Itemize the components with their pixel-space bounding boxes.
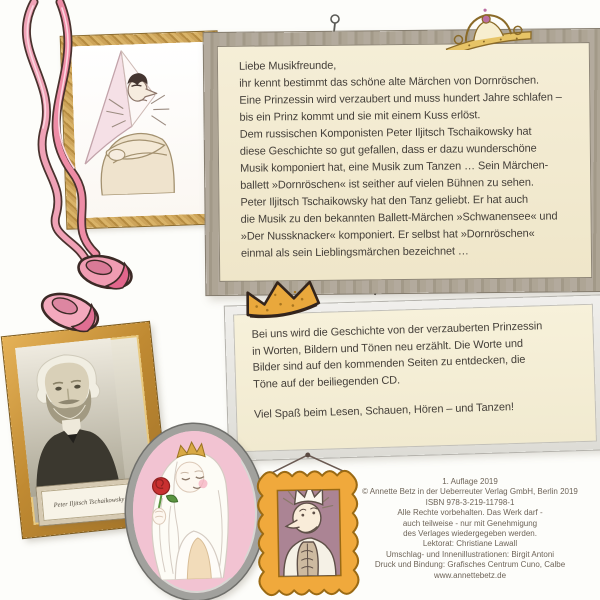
- prince-illustration: [254, 449, 365, 600]
- prince-portrait-frame: [254, 449, 365, 600]
- intro-closing-line: Viel Spaß beim Lesen, Schauen, Hören – und Tanzen!: [253, 401, 515, 421]
- imprint-line: www.annettebetz.de: [433, 570, 507, 580]
- imprint-line: des Verlages wiedergegeben werden.: [403, 529, 537, 539]
- letter-line: einmal als sein Lieblingsmärchen bezeichnet …: [240, 245, 469, 260]
- imprint-line: ISBN 978-3-219-11798-1: [425, 497, 515, 507]
- imprint-line: Lektorat: Christiane Lawall: [422, 539, 518, 549]
- intro-line: Töne auf der beiliegenden CD.: [252, 373, 401, 391]
- letter-text: [217, 42, 592, 263]
- letter-panel: [204, 29, 600, 295]
- letter-line: ihr kennt bestimmt das schöne alte Märchen von Dornröschen.: [239, 74, 540, 90]
- crown-icon: [236, 276, 328, 322]
- imprint-line: © Annette Betz in der Ueberreuter Verlag GmbH, Berlin 2019: [362, 487, 578, 497]
- letter-line: Eine Prinzessin wird verzaubert und muss hundert Jahre schlafen –: [239, 91, 562, 107]
- letter-line: bis ein Prinz kommt und sie mit einem Kuss erlöst.: [239, 109, 481, 124]
- imprint-line: auch teilweise - nur mit Genehmigung: [402, 518, 538, 528]
- letter-line: Dem russischen Komponisten Peter Iljitsch Tschaikowsky hat: [239, 125, 532, 141]
- intro-line: Bei uns wird die Geschichte von der verzauberten Prinzessin: [251, 320, 543, 341]
- letter-line: »Der Nussknacker« komponiert. Er selbst hat »Dornröschen«: [240, 227, 535, 243]
- imprint-block: [345, 477, 595, 581]
- letter-line: Musik komponiert hat, eine Musik zum Tanzen … Sein Märchen-: [239, 159, 549, 175]
- intro-line: Bilder sind auf den kommenden Seiten zu entdecken, die: [252, 353, 526, 374]
- letter-line: Liebe Musikfreunde,: [238, 59, 337, 73]
- letter-line: die Musik zu den bekannten Ballett-Märchen »Schwanensee« und: [240, 210, 558, 226]
- nameplate-label: Peter Iljitsch Tschaikowsky: [53, 495, 125, 509]
- letter-line: Peter Iljitsch Tschaikowsky hat den Tanz geliebt. Er hat auch: [240, 193, 529, 209]
- tchaikovsky-photo: [15, 338, 126, 497]
- letter-line: ballett »Dornröschen« ist seither auf vielen Bühnen zu sehen.: [240, 176, 534, 192]
- imprint-line: Druck und Bindung: Grafisches Centrum Cuno, Calbe: [374, 560, 566, 570]
- tiara-icon: [438, 2, 538, 50]
- imprint-line: Umschlag- und Innenillustrationen: Birgit Antoni: [385, 549, 555, 559]
- intro-line: in Worten, Bildern und Tönen neu erzählt. Die Worte und: [251, 337, 524, 358]
- letter-line: diese Geschichte so gut gefallen, dass er dazu wunderschöne: [239, 142, 537, 158]
- ballet-shoes-icon: [0, 0, 140, 350]
- princess-illustration: [130, 429, 245, 581]
- imprint-line: 1. Auflage 2019: [442, 477, 498, 486]
- imprint-line: Alle Rechte vorbehalten. Das Werk darf -: [397, 508, 543, 518]
